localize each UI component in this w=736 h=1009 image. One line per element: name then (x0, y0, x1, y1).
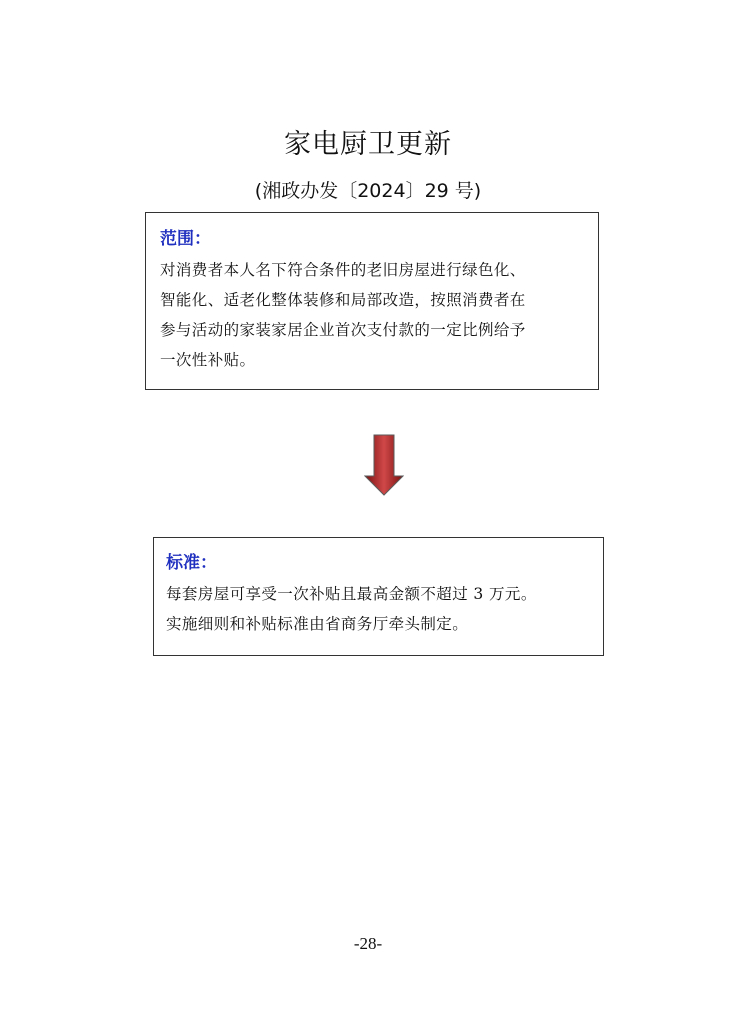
scope-heading: 范围： (160, 229, 211, 249)
standard-box (153, 537, 604, 656)
scope-line: 智能化、适老化整体装修和局部改造，按照消费者在 (160, 291, 526, 309)
page-number: -28- (353, 934, 383, 953)
scope-line: 参与活动的家装家居企业首次支付款的一定比例给予 (160, 321, 526, 339)
standard-heading: 标准： (166, 553, 217, 573)
page-title: 家电厨卫更新 (284, 129, 452, 160)
standard-line: 每套房屋可享受一次补贴且最高金额不超过 3 万元。 (166, 585, 537, 603)
document-number: (湘政办发〔2024〕29 号) (254, 180, 482, 202)
scope-body (160, 255, 584, 375)
scope-line: 一次性补贴。 (160, 351, 256, 369)
arrow-down-icon (364, 434, 404, 496)
scope-box (145, 212, 599, 390)
scope-line: 对消费者本人名下符合条件的老旧房屋进行绿色化、 (160, 261, 526, 279)
standard-line: 实施细则和补贴标准由省商务厅牵头制定。 (166, 615, 469, 633)
standard-body (166, 579, 591, 639)
